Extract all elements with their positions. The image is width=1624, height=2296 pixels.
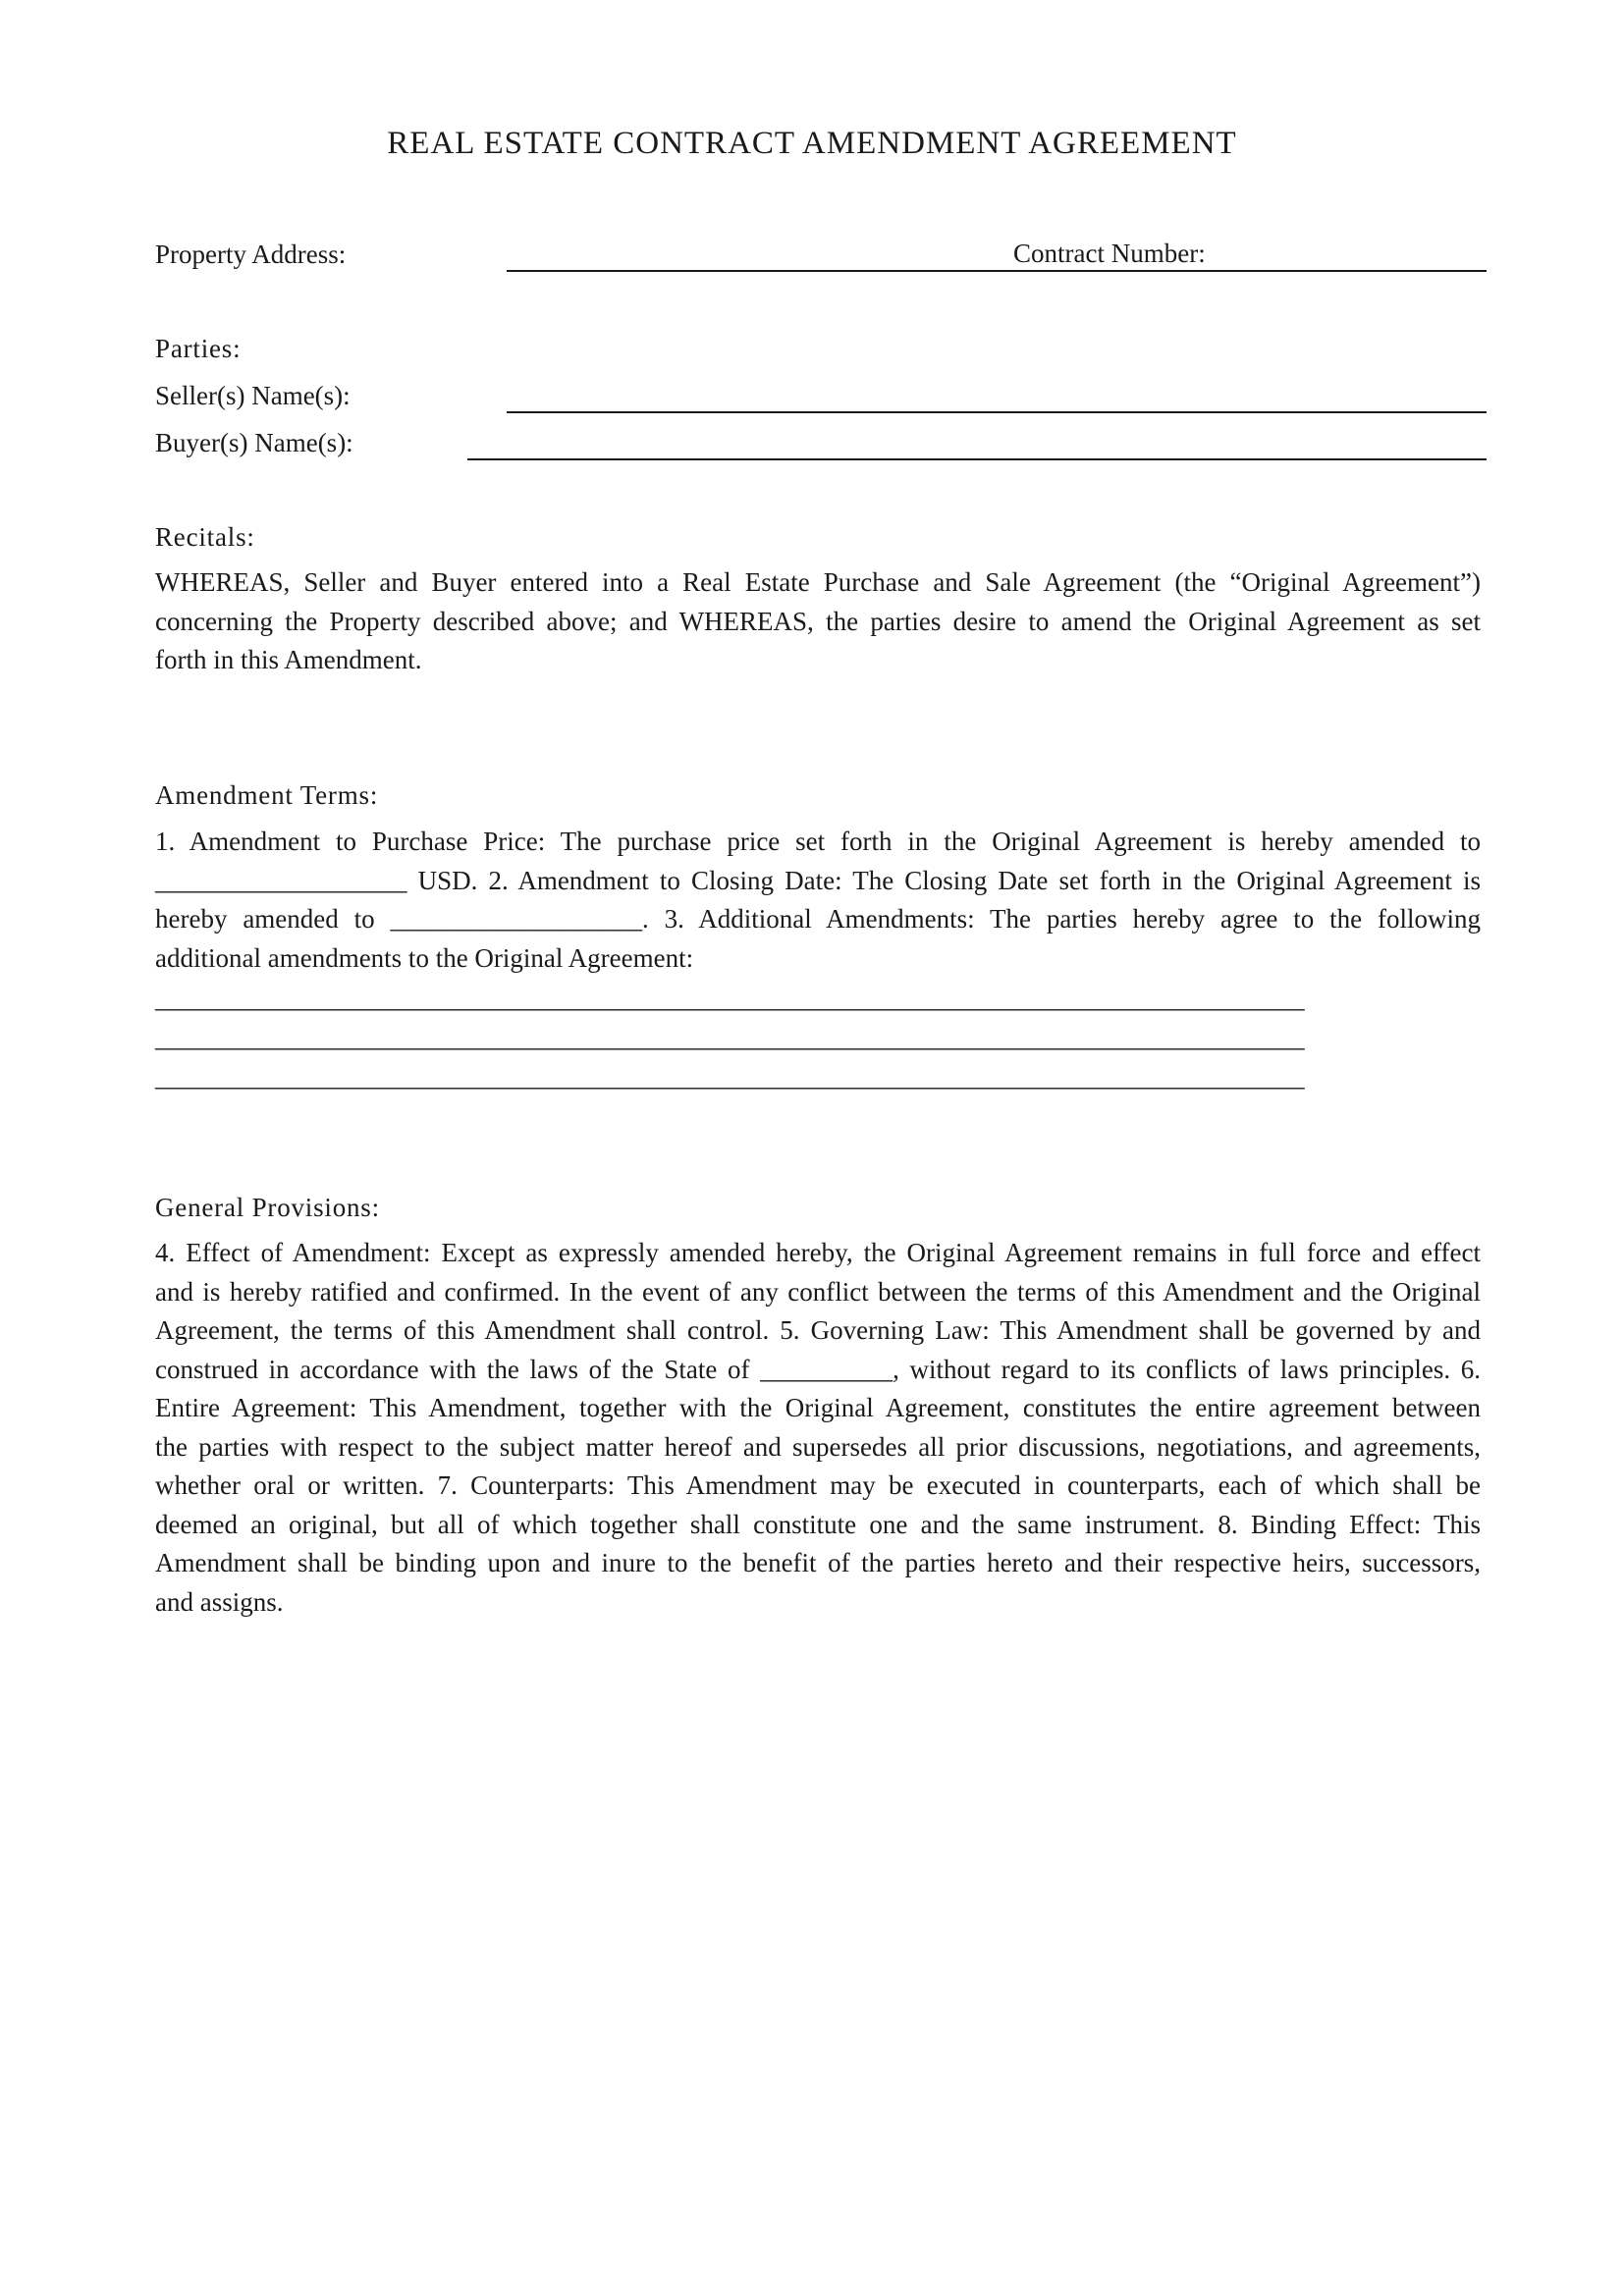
provisions-line: the parties with respect to the subject matter hereof and supersedes all prior discussions, negotiations, and agreements,	[155, 1431, 1481, 1462]
general-provisions-text	[155, 1234, 1481, 1622]
seller-name-label: Seller(s) Name(s):	[155, 381, 351, 410]
amendment-line: hereby amended to ___________________. 3. Additional Amendments: The parties hereby agree to the following	[155, 904, 1481, 934]
provisions-line: deemed an original, but all of which together shall constitute one and the same instrument. 8. Binding Effect: This	[155, 1509, 1481, 1539]
provisions-line: Amendment shall be binding upon and inure to the benefit of the parties hereto and their respective heirs, successors,	[155, 1548, 1481, 1577]
amendment-line: ___________________ USD. 2. Amendment to Closing Date: The Closing Date set forth in the Original Agreement is	[155, 865, 1481, 895]
recitals-heading: Recitals:	[155, 522, 255, 552]
amendment-terms-heading: Amendment Terms:	[155, 780, 379, 810]
provisions-line: 4. Effect of Amendment: Except as expressly amended hereby, the Original Agreement remains in full force and effect	[155, 1238, 1481, 1267]
buyer-name-line	[467, 458, 1487, 460]
recitals-text	[155, 563, 1481, 680]
provisions-line: whether oral or written. 7. Counterparts: This Amendment may be executed in counterparts, each of which shall be	[155, 1470, 1481, 1500]
provisions-line: Agreement, the terms of this Amendment shall control. 5. Governing Law: This Amendment shall be governed by and	[155, 1315, 1481, 1345]
contract-number-label: Contract Number:	[1013, 239, 1206, 268]
seller-name-line	[507, 411, 1487, 413]
provisions-line: and is hereby ratified and confirmed. In the event of any conflict between the terms of this Amendment and the Original	[155, 1276, 1481, 1307]
property-address-label: Property Address:	[155, 240, 347, 269]
provisions-line: Entire Agreement: This Amendment, together with the Original Agreement, constitutes the entire agreement between	[155, 1393, 1481, 1422]
additional-amendments-blank-line: ________________________________________________________________________________________	[155, 1023, 1305, 1052]
additional-amendments-blank-line: ________________________________________________________________________________________	[155, 984, 1305, 1013]
document-title: REAL ESTATE CONTRACT AMENDMENT AGREEMENT	[387, 126, 1237, 161]
property-address-line	[507, 270, 1487, 272]
amendment-line: additional amendments to the Original Agreement:	[155, 942, 694, 973]
recitals-line: forth in this Amendment.	[155, 645, 422, 674]
provisions-line: construed in accordance with the laws of the State of __________, without regard to its conflicts of laws principles. 6.	[155, 1354, 1481, 1384]
general-provisions-heading: General Provisions:	[155, 1193, 380, 1222]
recitals-line: concerning the Property described above; and WHEREAS, the parties desire to amend the Original Agreement as set	[155, 606, 1481, 636]
amendment-terms-text	[155, 823, 1481, 978]
parties-heading: Parties:	[155, 334, 242, 363]
recitals-line: WHEREAS, Seller and Buyer entered into a Real Estate Purchase and Sale Agreement (the “Original Agreement”)	[155, 567, 1481, 597]
amendment-line: 1. Amendment to Purchase Price: The purchase price set forth in the Original Agreement is hereby amended to	[155, 827, 1481, 856]
provisions-line: and assigns.	[155, 1586, 284, 1617]
buyer-name-label: Buyer(s) Name(s):	[155, 428, 353, 457]
additional-amendments-blank-line: ________________________________________________________________________________________	[155, 1062, 1305, 1092]
